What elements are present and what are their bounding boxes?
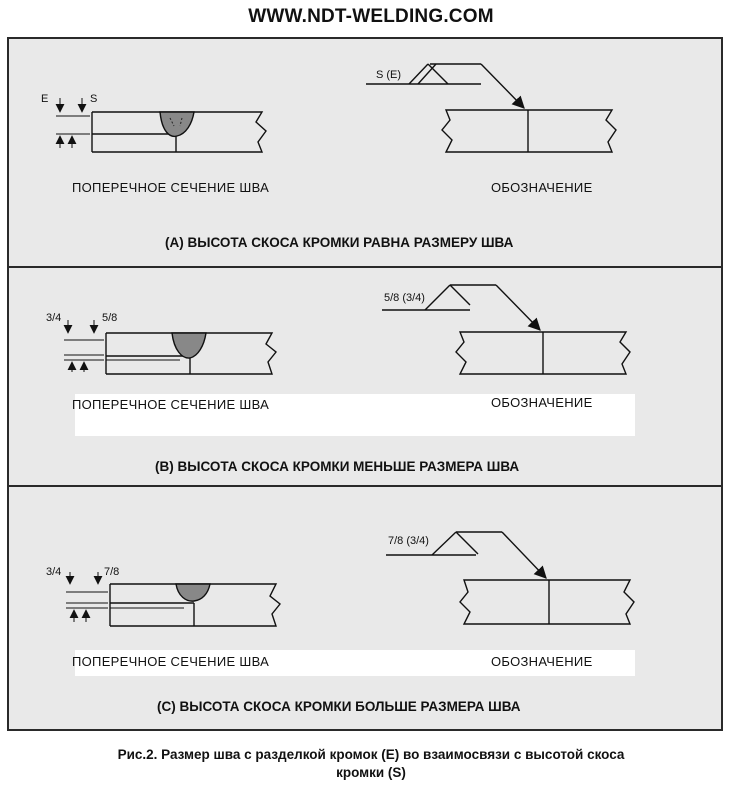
figure-caption-line2: кромки (S) (336, 765, 406, 780)
cross-section-drawing (64, 320, 276, 374)
dim-left-label: 3/4 (46, 312, 62, 324)
dim-left-label: 3/4 (46, 566, 62, 578)
panel-caption: (C) ВЫСОТА СКОСА КРОМКИ БОЛЬШЕ РАЗМЕРА ШВА (157, 699, 521, 714)
symbol-label: ОБОЗНАЧЕНИЕ (491, 654, 593, 669)
cross-section-drawing (66, 572, 280, 626)
panel-caption: (A) ВЫСОТА СКОСА КРОМКИ РАВНА РАЗМЕРУ ШВА (165, 235, 514, 250)
dim-right-label: 7/8 (104, 566, 120, 578)
cross-section-label: ПОПЕРЕЧНОЕ СЕЧЕНИЕ ШВА (72, 180, 270, 195)
cross-section-label: ПОПЕРЕЧНОЕ СЕЧЕНИЕ ШВА (72, 397, 270, 412)
symbol-label: ОБОЗНАЧЕНИЕ (491, 395, 593, 410)
cross-section-label: ПОПЕРЕЧНОЕ СЕЧЕНИЕ ШВА (72, 654, 270, 669)
weld-symbol-drawing (382, 285, 630, 374)
weld-symbol-text: S (E) (376, 69, 402, 81)
panel-caption: (B) ВЫСОТА СКОСА КРОМКИ МЕНЬШЕ РАЗМЕРА ШВА (155, 459, 520, 474)
weld-symbol-text: 7/8 (3/4) (388, 535, 429, 547)
dim-right-label: S (90, 93, 98, 105)
weld-symbol-text: 5/8 (3/4) (384, 292, 425, 304)
symbol-label: ОБОЗНАЧЕНИЕ (491, 180, 593, 195)
dim-right-label: 5/8 (102, 312, 118, 324)
dim-left-label: E (41, 93, 49, 105)
site-title: WWW.NDT-WELDING.COM (248, 6, 494, 27)
cross-section-drawing (56, 98, 266, 152)
weld-symbol-drawing (366, 64, 616, 152)
figure-caption (0, 746, 742, 782)
figure-caption-line1: Рис.2. Размер шва с разделкой кромок (E) во взаимосвязи с высотой скоса (117, 747, 625, 762)
weld-symbol-drawing (386, 532, 634, 624)
